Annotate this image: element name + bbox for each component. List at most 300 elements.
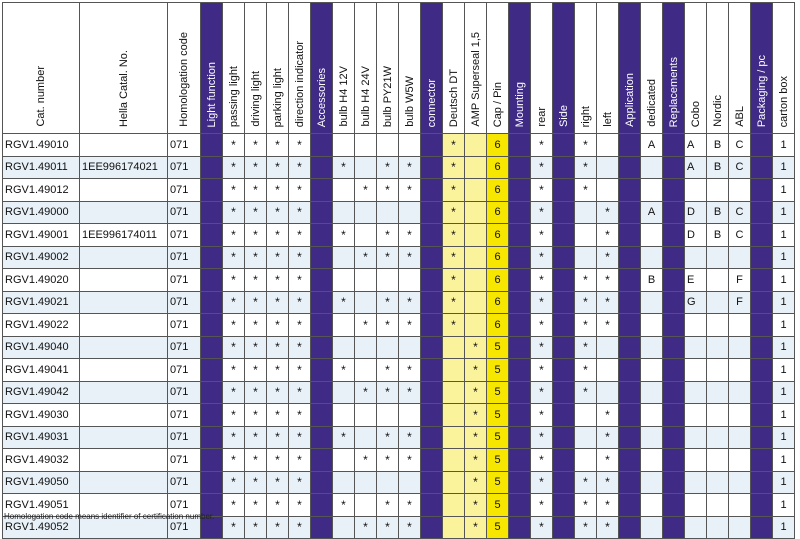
band-cell [509,336,531,359]
cell-py21 [377,471,399,494]
cell-dt [443,494,465,517]
cell-box: 1 [773,471,795,494]
cell-h412: * [333,359,355,382]
cell-w5w: * [399,156,421,179]
cell-h424: * [355,381,377,404]
cell-cobo [685,381,707,404]
cell-hella: 1EE996174011 [80,224,168,247]
cell-cobo: G [685,291,707,314]
cell-w5w: * [399,246,421,269]
cell-hella [80,404,168,427]
cell-hella [80,291,168,314]
cell-drive: * [245,179,267,202]
cell-ded [641,224,663,247]
cell-right [575,246,597,269]
band-cell [311,426,333,449]
band-cell [201,314,223,337]
cell-cobo [685,426,707,449]
cell-py21 [377,201,399,224]
cell-right: * [575,269,597,292]
band-cell [509,449,531,472]
cell-ded: A [641,134,663,157]
cell-hom: 071 [168,516,201,539]
band-cell [619,516,641,539]
band-cell [553,494,575,517]
band-cell [751,224,773,247]
band-cell [201,246,223,269]
cell-ded [641,449,663,472]
cell-left [597,179,619,202]
header-carton-box: carton box [773,3,795,134]
cell-py21: * [377,246,399,269]
cell-ded [641,156,663,179]
cell-drive: * [245,269,267,292]
cell-box: 1 [773,516,795,539]
band-cell [619,404,641,427]
cell-dt: * [443,201,465,224]
cell-dt [443,449,465,472]
cell-abl: F [729,269,751,292]
cell-rear: * [531,426,553,449]
header-bulb-py21w: bulb PY21W [377,3,399,134]
band-cell [663,336,685,359]
band-cell [421,516,443,539]
cell-py21: * [377,516,399,539]
cell-dir: * [289,471,311,494]
cell-dt [443,404,465,427]
band-cell [201,381,223,404]
band-cell [421,359,443,382]
table-row [3,449,795,472]
cell-hom: 071 [168,404,201,427]
table-row [3,291,795,314]
table-row [3,201,795,224]
cell-left: * [597,494,619,517]
band-cell [421,246,443,269]
cell-pass: * [223,201,245,224]
cell-box: 1 [773,246,795,269]
band-cell [421,381,443,404]
band-cell [509,471,531,494]
cell-rear: * [531,516,553,539]
cell-dt: * [443,224,465,247]
header-cobo: Cobo [685,3,707,134]
cell-dt: * [443,156,465,179]
cell-abl [729,314,751,337]
band-cell [509,201,531,224]
cell-rear: * [531,179,553,202]
cell-hella [80,246,168,269]
cell-h412 [333,404,355,427]
band-cell [421,494,443,517]
cell-hom: 071 [168,336,201,359]
cell-dt [443,516,465,539]
cell-dt: * [443,269,465,292]
cell-cobo [685,494,707,517]
cell-hom: 071 [168,291,201,314]
cell-park: * [267,134,289,157]
cell-hella [80,426,168,449]
cell-ded: B [641,269,663,292]
cell-cat: RGV1.49002 [3,246,80,269]
cell-left: * [597,404,619,427]
cell-h412 [333,179,355,202]
cell-cat: RGV1.49000 [3,201,80,224]
cell-box: 1 [773,269,795,292]
cell-drive: * [245,246,267,269]
cell-abl [729,494,751,517]
cell-hella [80,359,168,382]
band-cell [751,359,773,382]
cell-h424 [355,359,377,382]
cell-nordic [707,404,729,427]
cell-drive: * [245,224,267,247]
cell-w5w [399,404,421,427]
band-cell [619,381,641,404]
cell-dir: * [289,201,311,224]
header-connector: connector [421,3,443,134]
cell-box: 1 [773,134,795,157]
cell-cat: RGV1.49021 [3,291,80,314]
cell-park: * [267,246,289,269]
cell-nordic: B [707,224,729,247]
cell-w5w: * [399,381,421,404]
cell-w5w [399,336,421,359]
cell-amp [465,314,487,337]
band-cell [201,134,223,157]
band-cell [619,224,641,247]
cell-abl [729,404,751,427]
cell-cobo: D [685,224,707,247]
band-cell [751,404,773,427]
cell-park: * [267,494,289,517]
cell-pin: 5 [487,404,509,427]
cell-h424 [355,156,377,179]
band-cell [663,156,685,179]
cell-rear: * [531,134,553,157]
cell-cat: RGV1.49030 [3,404,80,427]
band-cell [619,156,641,179]
cell-dir: * [289,359,311,382]
cell-cat: RGV1.49022 [3,314,80,337]
band-cell [311,201,333,224]
cell-right: * [575,314,597,337]
cell-amp: * [465,359,487,382]
cell-dt [443,359,465,382]
cell-drive: * [245,291,267,314]
band-cell [619,471,641,494]
table-body [3,134,795,539]
band-cell [201,291,223,314]
cell-pass: * [223,494,245,517]
cell-cobo: A [685,134,707,157]
band-cell [421,404,443,427]
cell-dir: * [289,404,311,427]
cell-hom: 071 [168,494,201,517]
cell-park: * [267,179,289,202]
cell-hom: 071 [168,246,201,269]
cell-dt: * [443,134,465,157]
cell-pin: 6 [487,134,509,157]
header-passing-light: passing light [223,3,245,134]
band-cell [509,359,531,382]
band-cell [421,449,443,472]
cell-pin: 6 [487,291,509,314]
band-cell [619,201,641,224]
cell-nordic [707,246,729,269]
cell-hom: 071 [168,426,201,449]
cell-cat: RGV1.49020 [3,269,80,292]
cell-drive: * [245,494,267,517]
band-cell [751,201,773,224]
cell-pass: * [223,269,245,292]
cell-left [597,336,619,359]
cell-py21: * [377,224,399,247]
band-cell [751,449,773,472]
table-row [3,359,795,382]
cell-w5w: * [399,291,421,314]
cell-dt: * [443,246,465,269]
band-cell [509,426,531,449]
header-cap-pin: Cap / Pin [487,3,509,134]
cell-ded [641,314,663,337]
band-cell [201,471,223,494]
cell-pass: * [223,336,245,359]
band-cell [509,134,531,157]
header-mounting: Mounting [509,3,531,134]
band-cell [553,336,575,359]
table-row [3,381,795,404]
band-cell [201,156,223,179]
cell-cat: RGV1.49011 [3,156,80,179]
cell-pin: 6 [487,269,509,292]
cell-right: * [575,516,597,539]
cell-nordic [707,336,729,359]
band-cell [509,224,531,247]
header-parking-light: parking light [267,3,289,134]
cell-h412: * [333,224,355,247]
cell-left: * [597,516,619,539]
header-nordic: Nordic [707,3,729,134]
cell-hom: 071 [168,224,201,247]
header-hella: Hella Catal. No. [80,3,168,134]
band-cell [663,134,685,157]
cell-pin: 6 [487,224,509,247]
header-cat-number: Cat. number [3,3,80,134]
cell-nordic [707,516,729,539]
cell-abl [729,336,751,359]
cell-pin: 5 [487,516,509,539]
header-abl: ABL [729,3,751,134]
band-cell [509,291,531,314]
cell-cat: RGV1.49040 [3,336,80,359]
header-bulb-h4-24v: bulb H4 24V [355,3,377,134]
cell-pass: * [223,426,245,449]
cell-right: * [575,359,597,382]
cell-rear: * [531,224,553,247]
cell-dt [443,381,465,404]
cell-left: * [597,426,619,449]
cell-nordic: B [707,156,729,179]
cell-hella [80,314,168,337]
band-cell [663,314,685,337]
cell-amp: * [465,471,487,494]
band-cell [509,516,531,539]
band-cell [663,246,685,269]
cell-cobo [685,246,707,269]
cell-h412 [333,516,355,539]
band-cell [553,179,575,202]
cell-w5w [399,201,421,224]
cell-amp [465,156,487,179]
cell-cat: RGV1.49042 [3,381,80,404]
header-application: Application [619,3,641,134]
cell-amp: * [465,404,487,427]
cell-cat: RGV1.49052 [3,516,80,539]
cell-h412 [333,269,355,292]
cell-h412 [333,471,355,494]
cell-amp: * [465,516,487,539]
cell-pin: 5 [487,381,509,404]
cell-nordic [707,426,729,449]
cell-rear: * [531,336,553,359]
cell-drive: * [245,471,267,494]
cell-h412 [333,246,355,269]
cell-nordic [707,471,729,494]
band-cell [553,291,575,314]
cell-park: * [267,269,289,292]
cell-py21 [377,269,399,292]
cell-h424 [355,426,377,449]
band-cell [421,314,443,337]
cell-cobo: D [685,201,707,224]
band-cell [619,359,641,382]
cell-py21: * [377,314,399,337]
cell-amp: * [465,494,487,517]
cell-right [575,201,597,224]
cell-box: 1 [773,314,795,337]
cell-py21: * [377,291,399,314]
cell-dir: * [289,179,311,202]
cell-amp: * [465,381,487,404]
cell-h412 [333,314,355,337]
band-cell [201,179,223,202]
band-cell [509,179,531,202]
band-cell [663,359,685,382]
cell-rear: * [531,291,553,314]
cell-left [597,381,619,404]
cell-park: * [267,201,289,224]
cell-amp [465,291,487,314]
band-cell [311,156,333,179]
band-cell [421,336,443,359]
cell-cat: RGV1.49010 [3,134,80,157]
band-cell [751,246,773,269]
band-cell [751,471,773,494]
band-cell [311,516,333,539]
band-cell [421,156,443,179]
cell-pass: * [223,246,245,269]
band-cell [509,156,531,179]
cell-ded [641,426,663,449]
cell-abl [729,381,751,404]
band-cell [421,426,443,449]
cell-rear: * [531,449,553,472]
cell-drive: * [245,201,267,224]
cell-drive: * [245,381,267,404]
band-cell [201,224,223,247]
cell-h424: * [355,314,377,337]
cell-drive: * [245,314,267,337]
band-cell [553,381,575,404]
cell-nordic [707,269,729,292]
band-cell [553,449,575,472]
band-cell [421,269,443,292]
band-cell [663,494,685,517]
cell-cat: RGV1.49051 [3,494,80,517]
cell-nordic: B [707,201,729,224]
band-cell [509,494,531,517]
cell-ded [641,471,663,494]
cell-pass: * [223,449,245,472]
cell-box: 1 [773,224,795,247]
cell-abl [729,471,751,494]
cell-h412: * [333,426,355,449]
header-row [3,3,795,134]
band-cell [663,516,685,539]
cell-pass: * [223,404,245,427]
band-cell [553,224,575,247]
cell-pin: 5 [487,336,509,359]
cell-rear: * [531,246,553,269]
band-cell [553,426,575,449]
cell-py21: * [377,381,399,404]
cell-h412: * [333,156,355,179]
cell-cat: RGV1.49032 [3,449,80,472]
cell-rear: * [531,314,553,337]
cell-park: * [267,516,289,539]
cell-hella [80,336,168,359]
cell-right: * [575,381,597,404]
cell-pin: 6 [487,201,509,224]
cell-pass: * [223,134,245,157]
cell-box: 1 [773,156,795,179]
table-row [3,314,795,337]
table-row [3,471,795,494]
cell-park: * [267,359,289,382]
band-cell [553,269,575,292]
cell-py21: * [377,179,399,202]
cell-pass: * [223,179,245,202]
cell-amp [465,246,487,269]
cell-cobo [685,359,707,382]
cell-w5w [399,134,421,157]
cell-cat: RGV1.49012 [3,179,80,202]
band-cell [751,291,773,314]
cell-pass: * [223,156,245,179]
cell-pin: 5 [487,359,509,382]
cell-ded [641,246,663,269]
cell-h424: * [355,449,377,472]
band-cell [311,471,333,494]
cell-h412 [333,449,355,472]
cell-w5w: * [399,359,421,382]
band-cell [311,449,333,472]
cell-py21: * [377,359,399,382]
cell-rear: * [531,494,553,517]
band-cell [421,291,443,314]
cell-hella [80,471,168,494]
